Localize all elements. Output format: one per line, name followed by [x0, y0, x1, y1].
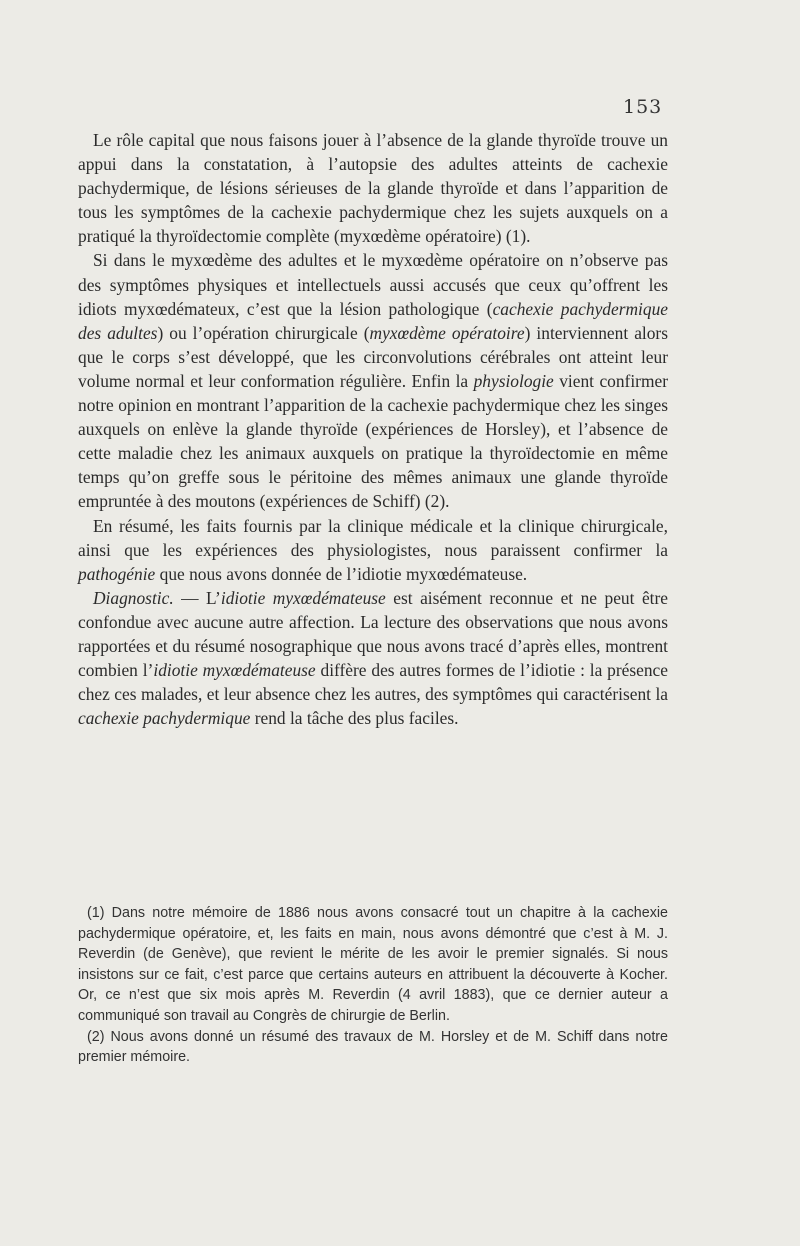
body-text [78, 128, 668, 730]
text-run: que nous avons donnée de l’idiotie myxœdémateuse. [155, 563, 528, 584]
footnote: (1) Dans notre mémoire de 1886 nous avons consacré tout un chapitre à la cachexie pachydermique opératoire, et, les faits en main, nous avons démontré que c’est à M. J. Reverdin (de Genève), que revient le mérite de les avoir le premier signalés. Si nous insistons sur ce fait, c’est parce que certains auteurs en attribuent la découverte à Kocher. Or, ce n’est que six mois après M. Reverdin (4 avril 1883), que ce dernier auteur a communiqué son travail au Congrès de chirurgie de Berlin. [78, 905, 668, 1024]
paragraph [78, 128, 668, 248]
footnote: (2) Nous avons donné un résumé des travaux de M. Horsley et de M. Schiff dans notre premier mémoire. [78, 1028, 668, 1066]
text-run: En résumé, les faits fournis par la clinique médicale et la clinique chirurgicale, ainsi que les expériences des physiologistes, nous paraissent confirmer la [78, 515, 668, 560]
text-run: vient confirmer notre opinion en montrant l’apparition de la cachexie pachydermique chez les singes auxquels on enlève la glande thyroïde (expériences de Horsley), et l’absence de cette maladie chez les animaux auxquels on pratique la thyroïdectomie en même temps qu’on greffe sous le péritoine des mêmes animaux une glande thyroïde empruntée à des moutons (expériences de Schiff) (2). [78, 370, 669, 512]
section-heading: Diagnostic. [93, 587, 174, 608]
paragraph [78, 514, 668, 586]
text-run: ) interviennent alors que le corps s’est développé, que les circonvolutions cérébrales ont atteint leur volume normal et leur conformation régulière. Enfin la [78, 322, 668, 391]
italic-run: idiotie myxœdémateuse [153, 660, 316, 681]
italic-run: cachexie pachydermique des adultes [78, 298, 668, 343]
page-number: 153 [623, 96, 663, 118]
text-run: diffère des autres formes de l’idiotie : la présence chez ces malades, et leur absence chez les autres, des symptômes qui caractérisent la [78, 660, 668, 705]
text-run: ) ou l’opération chirurgicale ( [157, 322, 370, 343]
italic-run: idiotie myxœdémateuse [220, 587, 386, 608]
text-run: Si dans le myxœdème des adultes et le myxœdème opératoire on n’observe pas des symptômes physiques et intellectuels aussi accusés que ceux qu’offrent les idiots myxœdémateux, c’est que la lésion pathologique ( [78, 250, 668, 319]
paragraph [78, 248, 668, 513]
italic-run: physiologie [473, 370, 554, 391]
italic-run: pathogénie [78, 563, 156, 584]
text-run: — L’ [173, 587, 221, 608]
text-run: rend la tâche des plus faciles. [250, 708, 459, 729]
italic-run: cachexie pachydermique [78, 708, 251, 729]
text-run: est aisément reconnue et ne peut être confondue avec aucune autre affection. La lecture des observations que nous avons rapportées et du résumé nosographique que nous avons tracé d’après elles, montrent combien l’ [78, 587, 669, 681]
paragraph [78, 586, 668, 731]
italic-run: myxœdème opératoire [369, 322, 525, 343]
footnotes [78, 903, 668, 1068]
text-run: Le rôle capital que nous faisons jouer à l’absence de la glande thyroïde trouve un appui dans la constatation, à l’autopsie des adultes atteints de cachexie pachydermique, de lésions sérieuses de la glande thyroïde et dans l’apparition de tous les symptômes de la cachexie pachydermique chez les sujets auxquels on a pratiqué la thyroïdectomie complète (myxœdème opératoire) (1). [78, 130, 668, 247]
